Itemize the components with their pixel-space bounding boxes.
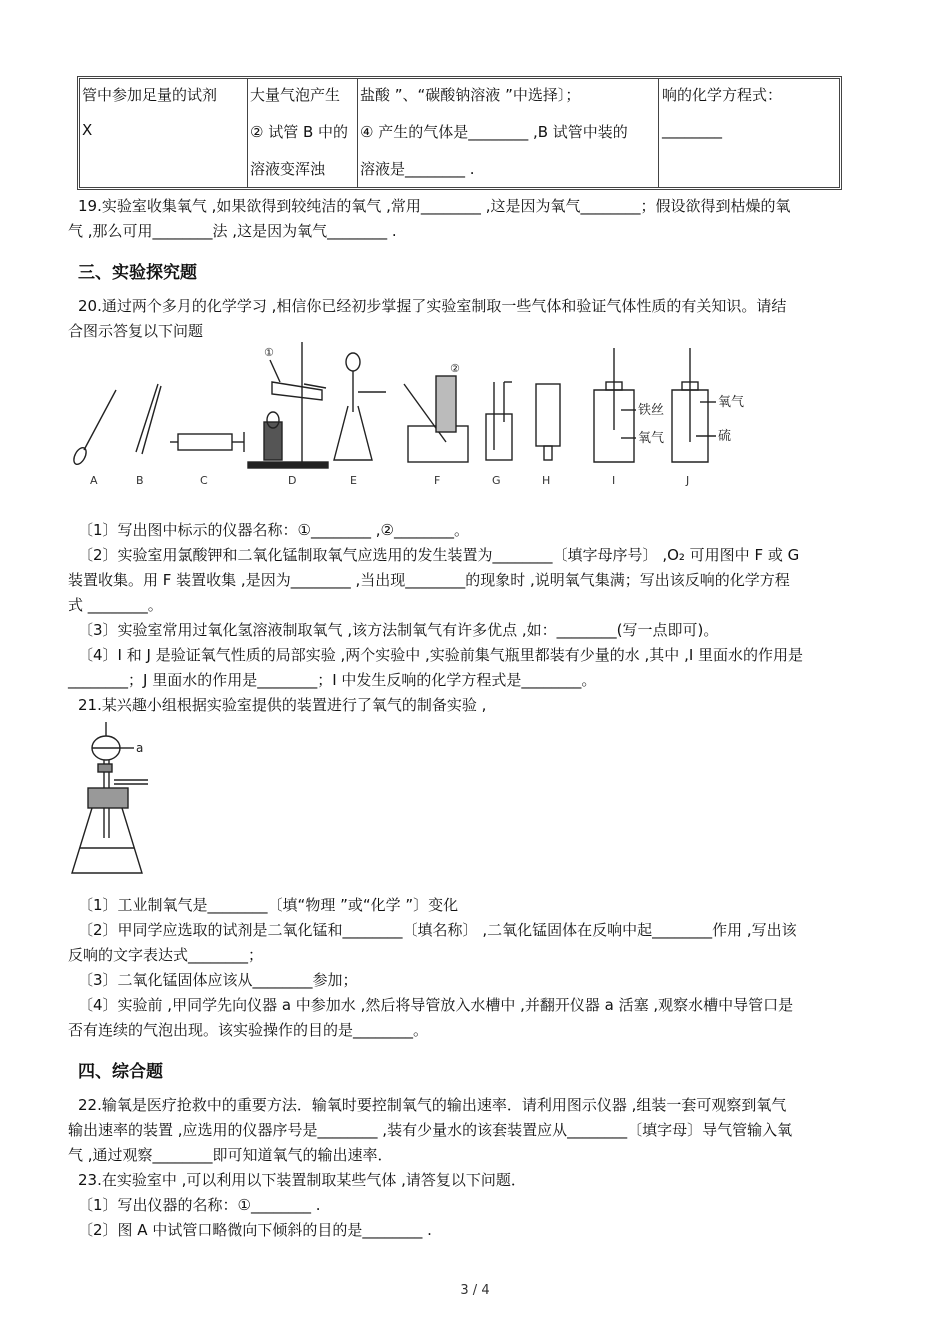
q21-part-4-line-2: 否有连续的气泡出现。该实验操作的目的是________。 (68, 1021, 429, 1039)
label-oxygen-i: 氧气 (638, 431, 665, 446)
q20-part-3: 〔3〕实验室常用过氧化氢溶液制取氧气 ,该方法制氧气有许多优点 ,如：________(写一点即可)。 (78, 621, 719, 639)
flask-funnel-drawing (334, 353, 386, 460)
q22-line-1: 22.输氧是医疗抢救中的重要方法．输氧时要控制氧气的输出速率．请利用图示仪器 ,组装一套可观察到氧气 (78, 1096, 787, 1114)
label-oxygen-j: 氧气 (718, 395, 745, 410)
q21-part-3: 〔3〕二氧化锰固体应该从________参加； (78, 971, 358, 989)
figure-label-b: B (136, 474, 144, 487)
section-4-title: 四、综合题 (78, 1062, 163, 1082)
flask-figure (66, 718, 176, 888)
iron-wire-bottle-drawing (594, 348, 664, 462)
table-cell: 盐酸 ”、“碳酸钠溶液 ”中选择〕； (360, 86, 581, 104)
figure-label-f: F (434, 474, 441, 487)
figure-label-g: G (492, 474, 501, 487)
answer-table (77, 76, 842, 190)
q23-part-1: 〔1〕写出仪器的名称：①________ . (78, 1196, 321, 1214)
table-col-1 (80, 79, 248, 187)
q20-intro-2: 合图示答复以下问题 (68, 322, 204, 340)
q20-part-2-line-3: 式 ________。 (68, 596, 163, 614)
table-cell: ________ (662, 121, 722, 139)
q22-line-2: 输出速率的装置 ,应选用的仪器序号是________ ,装有少量水的该套装置应从________〔填字母〕导气管输入氧 (68, 1121, 793, 1139)
label-a: a (136, 741, 144, 755)
heating-apparatus-drawing (248, 342, 328, 468)
q21-intro: 21.某兴趣小组根据实验室提供的装置进行了氧气的制备实验 , (78, 696, 487, 714)
table-cell: 溶液变浑浊 (250, 160, 326, 178)
figure-label-h: H (542, 474, 551, 487)
table-col-4 (659, 79, 839, 187)
figure-label-c: C (200, 474, 208, 487)
q20-part-2-line-2: 装置收集。用 F 装置收集 ,是因为________ ,当出现________的现象时 ,说明氧气集满；写出该反响的化学方程 (68, 571, 790, 589)
figure-label-e: E (350, 474, 357, 487)
q20-part-4-line-1: 〔4〕I 和 J 是验证氧气性质的局部实验 ,两个实验中 ,实验前集气瓶里都装有少量的水 ,其中 ,I 里面水的作用是 (78, 646, 804, 664)
table-cell: 大量气泡产生 (250, 86, 341, 104)
table-cell: ④ 产生的气体是________ ,B 试管中装的 (360, 123, 628, 141)
q20-part-4-line-2: ________；J 里面水的作用是________；I 中发生反响的化学方程式是________。 (68, 671, 597, 689)
section-3-title: 三、实验探究题 (78, 263, 197, 283)
q20-intro-1: 20.通过两个多月的化学学习 ,相信你已经初步掌握了实验室制取一些气体和验证气体性质的有关知识。请结 (78, 297, 787, 315)
label-iron-wire: 铁丝 (638, 403, 665, 418)
q21-part-2-line-2: 反响的文字表达式________； (68, 946, 264, 964)
figure-label-a: A (90, 474, 98, 487)
q19-line-1: 19.实验室收集氧气 ,如果欲得到较纯洁的氧气 ,常用________ ,这是因为氧气________；假设欲得到枯燥的氧 (78, 197, 791, 215)
gas-bottle-h-drawing (536, 384, 560, 460)
q20-part-1: 〔1〕写出图中标示的仪器名称：①________ ,②________。 (78, 521, 469, 539)
q23-intro: 23.在实验室中 ,可以利用以下装置制取某些气体 ,请答复以下问题． (78, 1171, 526, 1189)
q21-part-2-line-1: 〔2〕甲同学应选取的试剂是二氧化锰和________〔填名称〕 ,二氧化锰固体在反响中起________作用 ,写出该 (78, 921, 797, 939)
apparatus-figure (66, 342, 766, 492)
water-trough-drawing (404, 362, 468, 462)
figure-label-j: J (686, 474, 690, 487)
q22-line-3: 气 ,通过观察________即可知道氧气的输出速率． (68, 1146, 393, 1164)
table-col-2 (248, 79, 358, 187)
label-sulfur: 硫 (718, 429, 732, 444)
table-cell: 响的化学方程式： (662, 86, 783, 104)
tweezers-drawing (136, 384, 161, 454)
figure-label-d: D (288, 474, 297, 487)
page-number: 3 / 4 (460, 1283, 490, 1298)
figure-label-i: I (612, 474, 616, 487)
mark-2: ② (450, 362, 460, 375)
q23-part-2: 〔2〕图 A 中试管口略微向下倾斜的目的是________ . (78, 1221, 432, 1239)
mark-1: ① (264, 346, 274, 359)
table-cell: 溶液是________ . (360, 160, 475, 178)
q21-part-4-line-1: 〔4〕实验前 ,甲同学先向仪器 a 中参加水 ,然后将导管放入水槽中 ,并翻开仪器 a 活塞 ,观察水槽中导管口是 (78, 996, 794, 1014)
sulfur-bottle-drawing (672, 348, 744, 462)
gas-bottle-g-drawing (486, 382, 512, 460)
table-cell: X (82, 121, 93, 139)
table-cell: ② 试管 B 中的 (250, 123, 349, 141)
syringe-drawing (170, 432, 244, 452)
q19-line-2: 气 ,那么可用________法 ,这是因为氧气________ . (68, 222, 397, 240)
q21-part-1: 〔1〕工业制氧气是________〔填“物理 ”或“化学 ”〕变化 (78, 896, 459, 914)
table-col-3 (358, 79, 659, 187)
q20-part-2-line-1: 〔2〕实验室用氯酸钾和二氧化锰制取氧气应选用的发生装置为________〔填字母序号〕 ,O₂ 可用图中 F 或 G (78, 546, 800, 564)
spoon-drawing (71, 390, 116, 466)
table-cell: 管中参加足量的试剂 (82, 86, 218, 104)
